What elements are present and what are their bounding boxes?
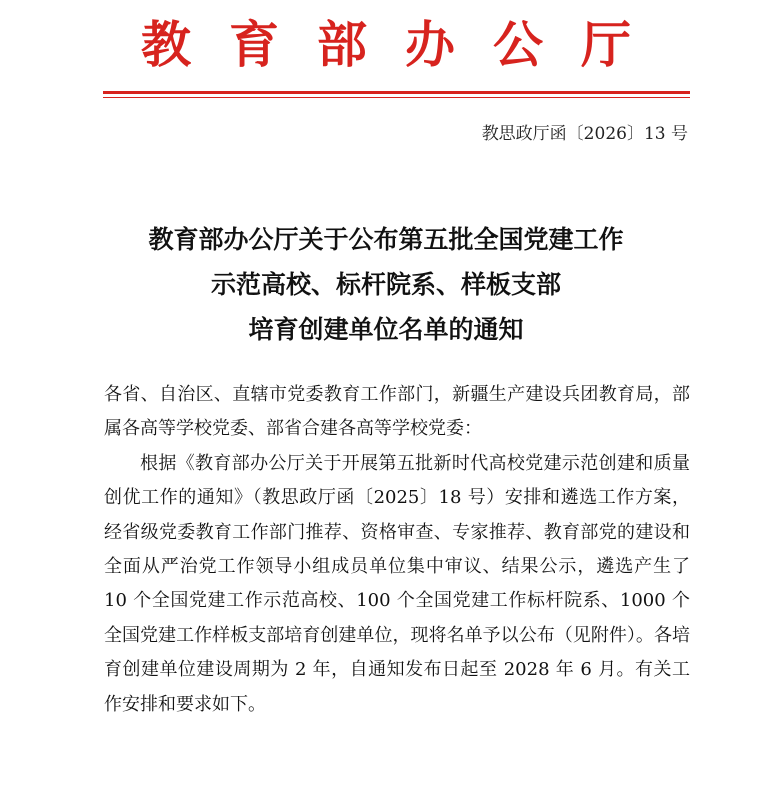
masthead: 教育部办公厅: [141, 15, 669, 74]
title-line-1: 教育部办公厅关于公布第五批全国党建工作: [148, 225, 624, 254]
title-line-2: 示范高校、标杆院系、样板支部: [210, 270, 561, 299]
title-line-3: 培育创建单位名单的通知: [248, 315, 524, 344]
document-body: [104, 378, 690, 722]
red-rule-thick: [103, 91, 690, 94]
red-rule-thin: [103, 97, 690, 98]
document-title: [0, 217, 772, 352]
document-number: 教思政厅函〔2026〕13 号: [481, 124, 688, 144]
addressee-paragraph: 各省、自治区、直辖市党委教育工作部门，新疆生产建设兵团教育局，部属各高等学校党委、部省合建各高等学校党委：: [104, 384, 690, 440]
body-paragraph: 根据《教育部办公厅关于开展第五批新时代高校党建示范创建和质量创优工作的通知》（教思政厅函〔2025〕18 号）安排和遴选工作方案，经省级党委教育工作部门推荐、资格审查、专家推荐、教育部党的建设和全面从严治党工作领导小组成员单位集中审议、结果公示，遴选产生了 10 个全国党建工作示范高校、100 个全国党建工作标杆院系、1000 个全国党建工作样板支部培育创建单位，现将名单予以公布（见附件）。各培育创建单位建设周期为 2 年，自通知发布日起至 2028 年 6 月。有关工作安排和要求如下。: [104, 452, 690, 715]
